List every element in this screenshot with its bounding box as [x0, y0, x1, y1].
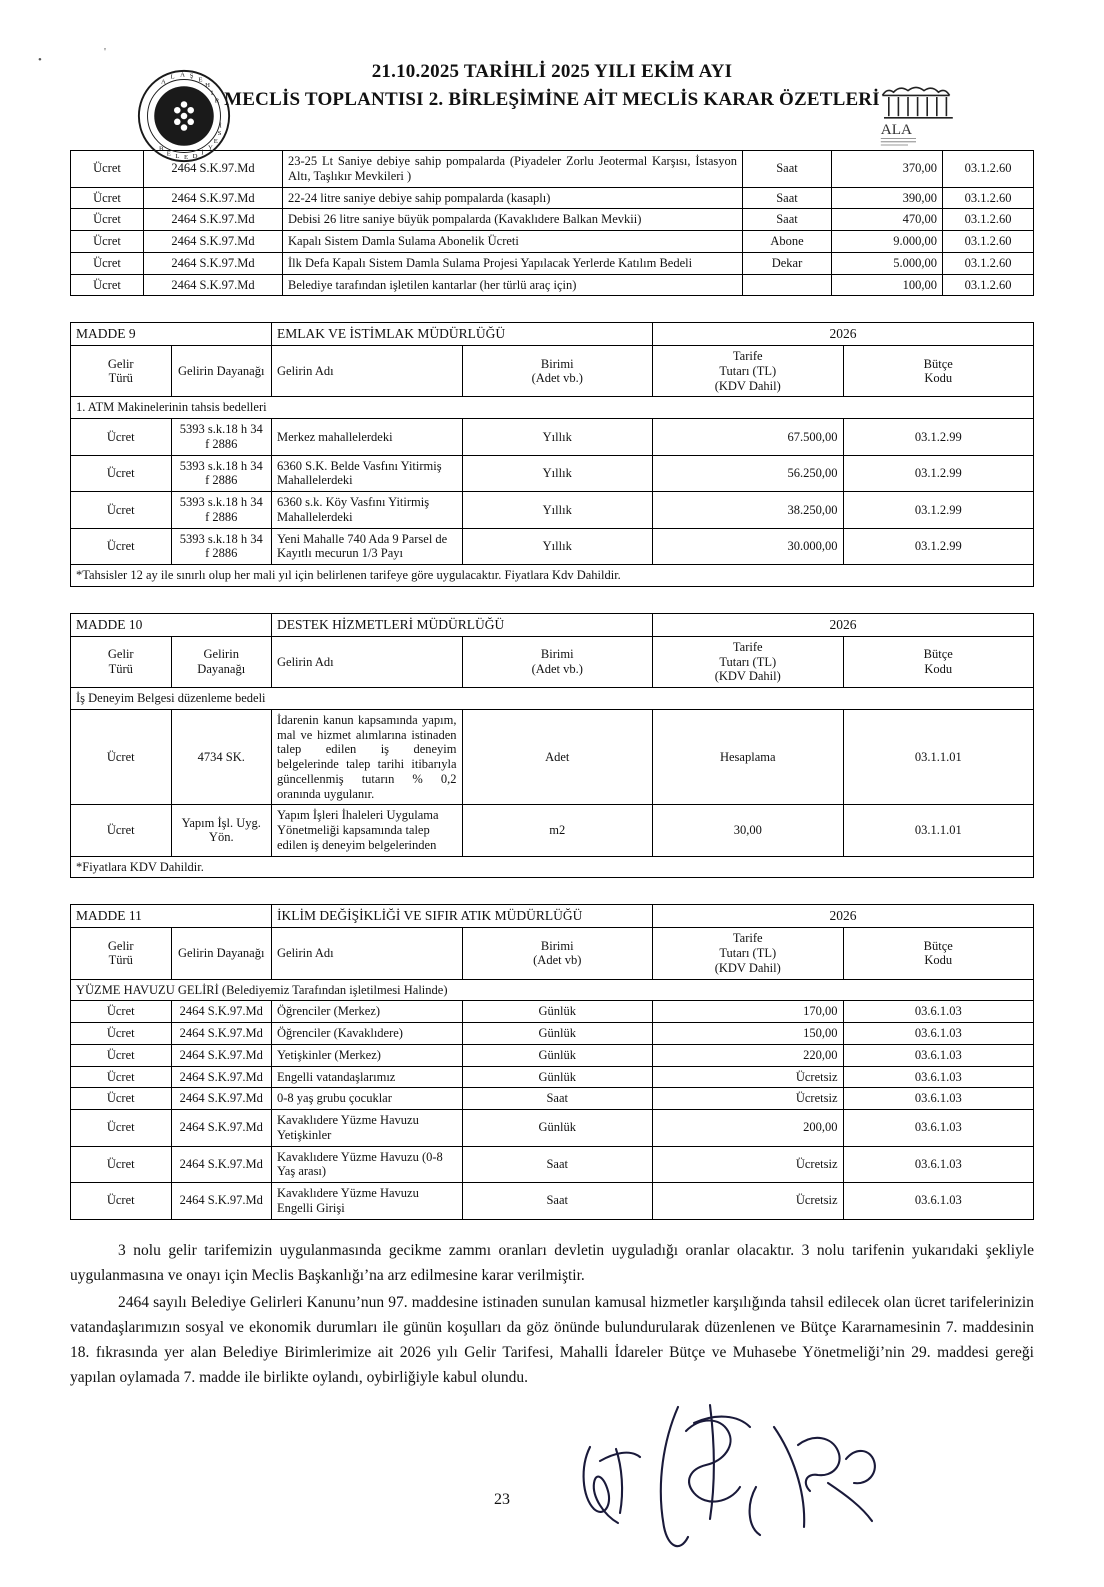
svg-text:İ: İ	[201, 149, 204, 157]
cell-gelir-adi: 0-8 yaş grubu çocuklar	[272, 1088, 463, 1110]
cell-gelir-turu: Ücret	[71, 231, 144, 253]
svg-text:A: A	[160, 78, 166, 86]
cell-tutar: 390,00	[832, 187, 943, 209]
cell-tutar: 5.000,00	[832, 252, 943, 274]
cell-butce-kodu: 03.1.2.99	[843, 528, 1034, 565]
cell-gelir-turu: Ücret	[71, 274, 144, 296]
cell-gelir-adi: İlk Defa Kapalı Sistem Damla Sulama Projesi Yapılacak Yerlerde Katılım Bedeli	[283, 252, 743, 274]
cell-tutar: Ücretsiz	[653, 1066, 844, 1088]
cell-gelir-adi: Öğrenciler (Kavaklıdere)	[272, 1023, 463, 1045]
cell-gelir-adi: 6360 S.K. Belde Vasfını Yitirmiş Mahallelerdeki	[272, 455, 463, 492]
document-header	[0, 36, 1104, 162]
madde-label: MADDE 10	[71, 613, 272, 636]
madde-year: 2026	[653, 613, 1034, 636]
cell-dayanak: 2464 S.K.97.Md	[171, 1001, 272, 1023]
cell-dayanak: 2464 S.K.97.Md	[144, 151, 283, 188]
cell-dayanak: 5393 s.k.18 h 34 f 2886	[171, 492, 272, 529]
table-row	[71, 492, 1034, 529]
cell-tutar: Ücretsiz	[653, 1146, 844, 1183]
cell-tutar: 100,00	[832, 274, 943, 296]
cell-birim: Günlük	[462, 1023, 653, 1045]
svg-text:İ: İ	[219, 122, 222, 130]
cell-tutar: 200,00	[653, 1110, 844, 1147]
cell-butce-kodu: 03.6.1.03	[843, 1088, 1034, 1110]
cell-butce-kodu: 03.1.2.99	[843, 455, 1034, 492]
cell-gelir-turu: Ücret	[71, 528, 172, 565]
group-title-row	[71, 979, 1034, 1001]
cell-dayanak: 2464 S.K.97.Md	[144, 252, 283, 274]
table-row	[71, 1110, 1034, 1147]
col-gelir-turu-l2: Türü	[108, 953, 133, 968]
paragraph-1: 3 nolu gelir tarifemizin uygulanmasında gecikme zammı oranları devletin uyguladığı oranlar olacaktır. 3 nolu tarifenin yukarıdaki şekliyle uygulanmasına ve onayı için Meclis Başkanlığı’na arz edilmesine karar verilmiştir.	[70, 1241, 1034, 1284]
col-gelir-turu-l2: Türü	[108, 371, 133, 386]
col-tutar-l2: Tutarı (TL)	[719, 363, 777, 378]
cell-butce-kodu: 03.6.1.03	[843, 1146, 1034, 1183]
col-butce-kodu	[843, 928, 1034, 979]
col-tutar-l2: Tutarı (TL)	[719, 654, 777, 669]
signature-mark	[560, 1387, 900, 1567]
col-gelir-adi: Gelirin Adı	[272, 636, 463, 687]
cell-butce-kodu: 03.1.1.01	[843, 709, 1034, 805]
table-madde-9	[70, 322, 1034, 587]
cell-butce-kodu: 03.1.2.60	[943, 187, 1034, 209]
cell-dayanak: Yapım İşl. Uyg. Yön.	[171, 805, 272, 856]
cell-butce-kodu: 03.6.1.03	[843, 1066, 1034, 1088]
cell-butce-kodu: 03.6.1.03	[843, 1001, 1034, 1023]
cell-tutar: 30,00	[653, 805, 844, 856]
madde-unit-title: DESTEK HİZMETLERİ MÜDÜRLÜĞÜ	[272, 613, 653, 636]
cell-butce-kodu: 03.6.1.03	[843, 1183, 1034, 1220]
cell-tutar: 56.250,00	[653, 455, 844, 492]
col-gelir-turu-l1: Gelir	[107, 647, 134, 662]
table-row	[71, 1146, 1034, 1183]
col-tutar	[653, 636, 844, 687]
cell-gelir-adi: Kapalı Sistem Damla Sulama Abonelik Ücreti	[283, 231, 743, 253]
cell-tutar: 67.500,00	[653, 419, 844, 456]
col-dayanak-l2: Dayanağı	[197, 661, 246, 676]
col-gelir-turu-l1: Gelir	[107, 938, 134, 953]
svg-text:E: E	[184, 154, 189, 162]
col-birim-l1: Birimi	[540, 938, 574, 953]
cell-gelir-turu: Ücret	[71, 252, 144, 274]
cell-dayanak: 2464 S.K.97.Md	[144, 231, 283, 253]
cell-gelir-adi: Belediye tarafından işletilen kantarlar (her türlü araç için)	[283, 274, 743, 296]
cell-gelir-adi: Yapım İşleri İhaleleri Uygulama Yönetmeliği kapsamında talep edilen iş deneyim belgelerinden	[272, 805, 463, 856]
madde-label: MADDE 9	[71, 323, 272, 346]
svg-text:L: L	[175, 153, 180, 161]
table-footnote: *Fiyatlara KDV Dahildir.	[71, 856, 1034, 878]
table-row	[71, 1001, 1034, 1023]
cell-butce-kodu: 03.6.1.03	[843, 1044, 1034, 1066]
cell-tutar: 30.000,00	[653, 528, 844, 565]
cell-gelir-turu: Ücret	[71, 455, 172, 492]
col-gelir-turu	[71, 346, 172, 397]
madde-year: 2026	[653, 905, 1034, 928]
table-row	[71, 209, 1034, 231]
cell-gelir-turu: Ücret	[71, 209, 144, 231]
col-tutar	[653, 346, 844, 397]
table-row	[71, 1023, 1034, 1045]
svg-text:S: S	[217, 130, 222, 138]
col-gelir-turu-l1: Gelir	[107, 356, 134, 371]
col-gelir-adi: Gelirin Adı	[272, 346, 463, 397]
cell-dayanak: 2464 S.K.97.Md	[144, 209, 283, 231]
group-title: İş Deneyim Belgesi düzenleme bedeli	[71, 688, 1034, 710]
cell-birim: Abone	[743, 231, 832, 253]
col-tutar-l1: Tarife	[732, 931, 763, 946]
table-row	[71, 419, 1034, 456]
col-tutar-l1: Tarife	[732, 639, 763, 654]
col-tutar-l2: Tutarı (TL)	[719, 946, 777, 961]
cell-birim: Yıllık	[462, 419, 653, 456]
col-birim	[462, 346, 653, 397]
cell-gelir-turu: Ücret	[71, 419, 172, 456]
table-row	[71, 1183, 1034, 1220]
paragraph-2: 2464 sayılı Belediye Gelirleri Kanunu’nun 97. maddesine istinaden sunulan kamusal hizmetler karşılığında tahsil edilecek olan ücret tarifelerinizin vatandaşlarımızın sosyal ve ekonomik durumları ile günün koşulları da göz önünde bulundurularak düzenlenen ve Bütçe Kararnamesinin 7. maddesinin 18. fıkrasında yer alan Belediye Birimlerimize ait 2026 yılı Gelir Tarifesi, Mahalli İdareler Bütçe ve Muhasebe Yönetmeliği’nin 29. maddesi gereği yapılan oylamada 7. madde ile birlikte oylandı, oybirliğiyle kabul olundu.	[70, 1293, 1034, 1387]
cell-dayanak: 2464 S.K.97.Md	[171, 1183, 272, 1220]
col-birim-l2: (Adet vb)	[533, 953, 582, 968]
cell-butce-kodu: 03.1.2.60	[943, 274, 1034, 296]
col-tutar-l3: (KDV Dahil)	[714, 960, 781, 975]
title-line-1: 21.10.2025 TARİHLİ 2025 YILI EKİM AYI	[371, 61, 733, 82]
madde-header-row	[71, 323, 1034, 346]
svg-text:H: H	[205, 82, 210, 90]
cell-butce-kodu: 03.1.2.60	[943, 252, 1034, 274]
cell-gelir-turu: Ücret	[71, 709, 172, 805]
cell-gelir-adi: Debisi 26 litre saniye büyük pompalarda (Kavaklıdere Balkan Mevkii)	[283, 209, 743, 231]
col-dayanak: Gelirin Dayanağı	[171, 346, 272, 397]
col-gelir-turu-l2: Türü	[108, 661, 133, 676]
cell-tutar: 370,00	[832, 151, 943, 188]
cell-birim: m2	[462, 805, 653, 856]
cell-gelir-turu: Ücret	[71, 1183, 172, 1220]
madde-unit-title: EMLAK VE İSTİMLAK MÜDÜRLÜĞÜ	[272, 323, 653, 346]
col-kod-l2: Kodu	[924, 661, 953, 676]
col-birim	[462, 928, 653, 979]
cell-gelir-adi: 22-24 litre saniye debiye sahip pompalarda (kasaplı)	[283, 187, 743, 209]
cell-dayanak: 4734 SK.	[171, 709, 272, 805]
cell-butce-kodu: 03.1.1.01	[843, 805, 1034, 856]
cell-butce-kodu: 03.6.1.03	[843, 1023, 1034, 1045]
cell-butce-kodu: 03.1.2.60	[943, 231, 1034, 253]
group-title-row	[71, 397, 1034, 419]
section-gap	[0, 296, 1104, 322]
cell-gelir-turu: Ücret	[71, 1066, 172, 1088]
column-header-row	[71, 636, 1034, 687]
scan-artifact-left: •	[38, 54, 42, 66]
cell-dayanak: 5393 s.k.18 h 34 f 2886	[171, 528, 272, 565]
table-row	[71, 709, 1034, 805]
col-tutar-l3: (KDV Dahil)	[714, 378, 781, 393]
col-kod-l2: Kodu	[924, 953, 953, 968]
cell-tutar: 170,00	[653, 1001, 844, 1023]
col-gelir-turu	[71, 636, 172, 687]
col-gelir-adi: Gelirin Adı	[272, 928, 463, 979]
cell-dayanak: 2464 S.K.97.Md	[144, 274, 283, 296]
svg-text:L: L	[170, 73, 175, 81]
column-header-row	[71, 928, 1034, 979]
madde-header-row	[71, 613, 1034, 636]
col-birim-l1: Birimi	[540, 356, 574, 371]
svg-text:Ş: Ş	[189, 72, 194, 80]
table-row	[71, 1044, 1034, 1066]
svg-text:B: B	[159, 145, 164, 153]
table-row	[71, 252, 1034, 274]
cell-tutar: 220,00	[653, 1044, 844, 1066]
madde-unit-title: İKLİM DEĞİŞİKLİĞİ VE SIFIR ATIK MÜDÜRLÜĞÜ	[272, 905, 653, 928]
cell-tutar: Hesaplama	[653, 709, 844, 805]
svg-text:E: E	[213, 137, 218, 145]
table-row	[71, 455, 1034, 492]
cell-gelir-adi: Öğrenciler (Merkez)	[272, 1001, 463, 1023]
cell-birim: Dekar	[743, 252, 832, 274]
scan-artifact-right: '	[104, 46, 106, 58]
table-row	[71, 528, 1034, 565]
col-gelir-turu	[71, 928, 172, 979]
table-madde-11	[70, 904, 1034, 1219]
table-row	[71, 1066, 1034, 1088]
decision-text	[70, 1238, 1034, 1391]
table-top-continuation	[70, 150, 1034, 296]
col-kod-l1: Bütçe	[923, 647, 953, 662]
footnote-row	[71, 565, 1034, 587]
cell-birim: Yıllık	[462, 455, 653, 492]
svg-text:E: E	[166, 150, 171, 158]
svg-text:R: R	[214, 97, 220, 105]
cell-gelir-turu: Ücret	[71, 1044, 172, 1066]
document-page	[0, 36, 1104, 1587]
col-butce-kodu	[843, 636, 1034, 687]
group-title: 1. ATM Makinelerinin tahsis bedelleri	[71, 397, 1034, 419]
col-birim-l2: (Adet vb.)	[531, 661, 583, 676]
cell-gelir-adi: Yetişkinler (Merkez)	[272, 1044, 463, 1066]
cell-dayanak: 5393 s.k.18 h 34 f 2886	[171, 455, 272, 492]
col-kod-l1: Bütçe	[923, 356, 953, 371]
col-birim-l2: (Adet vb.)	[531, 371, 583, 386]
cell-gelir-adi: Engelli vatandaşlarımız	[272, 1066, 463, 1088]
cell-birim: Günlük	[462, 1001, 653, 1023]
col-dayanak: Gelirin Dayanağı	[171, 928, 272, 979]
svg-text:E: E	[198, 76, 203, 84]
cell-birim: Adet	[462, 709, 653, 805]
col-tutar-l3: (KDV Dahil)	[714, 669, 781, 684]
svg-text:D: D	[192, 153, 198, 161]
svg-text:A: A	[180, 71, 186, 79]
madde-header-row	[71, 905, 1034, 928]
section-gap	[0, 587, 1104, 613]
cell-gelir-adi: 6360 s.k. Köy Vasfını Yitirmiş Mahallelerdeki	[272, 492, 463, 529]
col-butce-kodu	[843, 346, 1034, 397]
table-row	[71, 1088, 1034, 1110]
cell-gelir-adi: 23-25 Lt Saniye debiye sahip pompalarda (Piyadeler Zorlu Jeotermal Karşısı, İstasyon Altı, Taşlıkır Mevkileri )	[283, 151, 743, 188]
cell-gelir-adi: Kavaklıdere Yüzme Havuzu Yetişkinler	[272, 1110, 463, 1147]
col-birim-l1: Birimi	[540, 647, 574, 662]
table-row	[71, 231, 1034, 253]
cell-birim: Saat	[462, 1088, 653, 1110]
column-header-row	[71, 346, 1034, 397]
cell-birim: Saat	[743, 209, 832, 231]
table-footnote: *Tahsisler 12 ay ile sınırlı olup her mali yıl için belirlenen tarifeye göre uygulacaktır. Fiyatlara Kdv Dahildir.	[71, 565, 1034, 587]
cell-tutar: 38.250,00	[653, 492, 844, 529]
group-title-row	[71, 688, 1034, 710]
cell-birim: Saat	[462, 1146, 653, 1183]
page-number: 23	[494, 1491, 510, 1508]
cell-butce-kodu: 03.1.2.99	[843, 419, 1034, 456]
col-tutar-l1: Tarife	[732, 349, 763, 364]
col-kod-l1: Bütçe	[923, 938, 953, 953]
cell-gelir-turu: Ücret	[71, 151, 144, 188]
cell-gelir-adi: İdarenin kanun kapsamında yapım, mal ve hizmet alımlarına istinaden talep edilen iş deneyim belgelerinde talep tarihi itibarıyla güncellenmiş tutarın % 0,2 oranında uygulanır.	[272, 709, 463, 805]
cell-birim: Yıllık	[462, 528, 653, 565]
cell-dayanak: 5393 s.k.18 h 34 f 2886	[171, 419, 272, 456]
cell-butce-kodu: 03.1.2.99	[843, 492, 1034, 529]
cell-gelir-turu: Ücret	[71, 1023, 172, 1045]
cell-gelir-adi: Yeni Mahalle 740 Ada 9 Parsel de Kayıtlı mecurun 1/3 Payı	[272, 528, 463, 565]
cell-gelir-turu: Ücret	[71, 187, 144, 209]
cell-gelir-turu: Ücret	[71, 805, 172, 856]
title-line-2: MECLİS TOPLANTISI 2. BİRLEŞİMİNE AİT MECLİS KARAR ÖZETLERİ	[224, 89, 880, 110]
cell-birim: Saat	[743, 151, 832, 188]
municipality-seal-icon	[136, 68, 232, 164]
cell-dayanak: 2464 S.K.97.Md	[171, 1110, 272, 1147]
col-birim	[462, 636, 653, 687]
cell-birim: Yıllık	[462, 492, 653, 529]
cell-gelir-adi: Kavaklıdere Yüzme Havuzu Engelli Girişi	[272, 1183, 463, 1220]
cell-dayanak: 2464 S.K.97.Md	[171, 1146, 272, 1183]
cell-gelir-turu: Ücret	[71, 1110, 172, 1147]
col-dayanak	[171, 636, 272, 687]
cell-dayanak: 2464 S.K.97.Md	[171, 1023, 272, 1045]
cell-dayanak: 2464 S.K.97.Md	[171, 1044, 272, 1066]
svg-text:İ: İ	[210, 89, 214, 97]
cell-butce-kodu: 03.1.2.60	[943, 209, 1034, 231]
table-row	[71, 187, 1034, 209]
cell-tutar: 150,00	[653, 1023, 844, 1045]
cell-birim	[743, 274, 832, 296]
madde-label: MADDE 11	[71, 905, 272, 928]
cell-birim: Saat	[743, 187, 832, 209]
section-gap	[0, 878, 1104, 904]
cell-birim: Günlük	[462, 1110, 653, 1147]
cell-tutar: Ücretsiz	[653, 1088, 844, 1110]
alasehir-logo-icon	[876, 80, 964, 154]
logo-text: ALA	[880, 120, 913, 138]
table-madde-10	[70, 613, 1034, 878]
cell-tutar: 9.000,00	[832, 231, 943, 253]
cell-birim: Günlük	[462, 1044, 653, 1066]
col-kod-l2: Kodu	[924, 371, 953, 386]
cell-dayanak: 2464 S.K.97.Md	[171, 1066, 272, 1088]
cell-butce-kodu: 03.6.1.03	[843, 1110, 1034, 1147]
cell-birim: Günlük	[462, 1066, 653, 1088]
table-row	[71, 274, 1034, 296]
footnote-row	[71, 856, 1034, 878]
cell-gelir-turu: Ücret	[71, 492, 172, 529]
cell-butce-kodu: 03.1.2.60	[943, 151, 1034, 188]
col-tutar	[653, 928, 844, 979]
cell-gelir-turu: Ücret	[71, 1146, 172, 1183]
cell-dayanak: 2464 S.K.97.Md	[144, 187, 283, 209]
group-title: YÜZME HAVUZU GELİRİ (Belediyemiz Tarafından işletilmesi Halinde)	[71, 979, 1034, 1001]
cell-birim: Saat	[462, 1183, 653, 1220]
svg-text:Y: Y	[208, 144, 213, 152]
cell-tutar: 470,00	[832, 209, 943, 231]
cell-gelir-adi: Merkez mahallelerdeki	[272, 419, 463, 456]
cell-gelir-turu: Ücret	[71, 1088, 172, 1110]
cell-gelir-turu: Ücret	[71, 1001, 172, 1023]
cell-tutar: Ücretsiz	[653, 1183, 844, 1220]
table-row	[71, 805, 1034, 856]
col-dayanak-l1: Gelirin	[203, 647, 239, 662]
cell-dayanak: 2464 S.K.97.Md	[171, 1088, 272, 1110]
cell-gelir-adi: Kavaklıdere Yüzme Havuzu (0-8 Yaş arası)	[272, 1146, 463, 1183]
madde-year: 2026	[653, 323, 1034, 346]
